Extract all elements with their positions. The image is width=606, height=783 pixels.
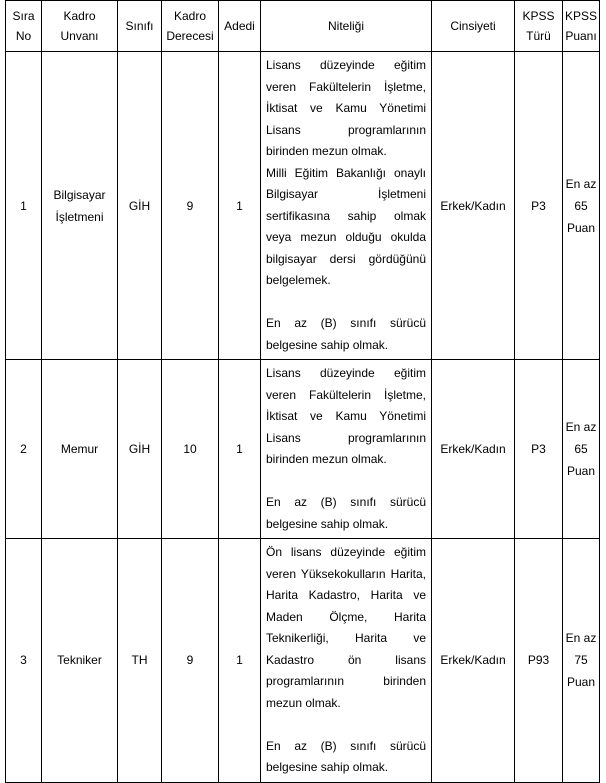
cell-kpss-turu: P3 [515,52,563,360]
cell-kadro-unvani: Memur [42,360,118,539]
nitelik-paragraph: En az (B) sınıfı sürücü belgesine sahip olmak. [266,316,426,352]
nitelik-paragraph: Lisans düzeyinde eğitim veren Fakültelerin İşletme, İktisat ve Kamu Yönetimi Lisans programlarının birinden mezun olmak. [266,366,426,466]
cell-kpss-turu: P3 [515,360,563,539]
nitelik-paragraph: Lisans düzeyinde eğitim veren Fakültelerin İşletme, İktisat ve Kamu Yönetimi Lisans programlarının birinden mezun olmak. [266,58,426,158]
nitelik-paragraph: En az (B) sınıfı sürücü belgesine sahip olmak. [266,495,426,531]
table-row [6,52,600,360]
cell-sinifi: TH [118,539,162,783]
cell-sinifi: GİH [118,52,162,360]
kadro-table [5,0,600,783]
table-row [6,360,600,539]
cell-cinsiyeti: Erkek/Kadın [432,539,515,783]
cell-kadro-derecesi: 9 [162,52,219,360]
header-kadro-unvani: Kadro Unvanı [42,1,118,52]
cell-kpss-puani: En az 65 Puan [563,360,600,539]
table-row [6,539,600,783]
nitelik-paragraph: Milli Eğitim Bakanlığı onaylı Bilgisayar İşletmeni sertifikasına sahip olmak veya mezun olduğu okulda bilgisayar dersi gördüğünü belgelemek. [266,165,426,287]
cell-adedi: 1 [219,539,261,783]
document-page [5,0,600,783]
header-cinsiyeti: Cinsiyeti [432,1,515,52]
nitelik-paragraph: Ön lisans düzeyinde eğitim veren Yüksekokulların Harita, Harita Kadastro, Harita ve Maden Ölçme, Harita Teknikerliği, Harita ve Kadastro ön lisans programlarının birinden mezun olmak. [266,545,426,710]
cell-cinsiyeti: Erkek/Kadın [432,52,515,360]
header-kpss-turu: KPSS Türü [515,1,563,52]
header-kadro-derecesi: Kadro Derecesi [162,1,219,52]
cell-kpss-puani: En az 75 Puan [563,539,600,783]
cell-cinsiyeti: Erkek/Kadın [432,360,515,539]
header-adedi: Adedi [219,1,261,52]
cell-kadro-unvani: Bilgisayar İşletmeni [42,52,118,360]
header-row [6,1,600,52]
cell-adedi: 1 [219,52,261,360]
cell-kpss-turu: P93 [515,539,563,783]
cell-kadro-derecesi: 10 [162,360,219,539]
cell-sinifi: GİH [118,360,162,539]
cell-kadro-unvani: Tekniker [42,539,118,783]
header-niteligi: Niteliği [261,1,432,52]
cell-sira-no: 1 [6,52,42,360]
cell-sira-no: 3 [6,539,42,783]
cell-niteligi [261,539,432,783]
cell-niteligi [261,360,432,539]
cell-niteligi [261,52,432,360]
cell-sira-no: 2 [6,360,42,539]
cell-adedi: 1 [219,360,261,539]
cell-kadro-derecesi: 9 [162,539,219,783]
cell-kpss-puani: En az 65 Puan [563,52,600,360]
header-sira-no: Sıra No [6,1,42,52]
header-sinifi: Sınıfı [118,1,162,52]
nitelik-paragraph: En az (B) sınıfı sürücü belgesine sahip olmak. [266,738,426,774]
header-kpss-puani: KPSS Puanı [563,1,600,52]
